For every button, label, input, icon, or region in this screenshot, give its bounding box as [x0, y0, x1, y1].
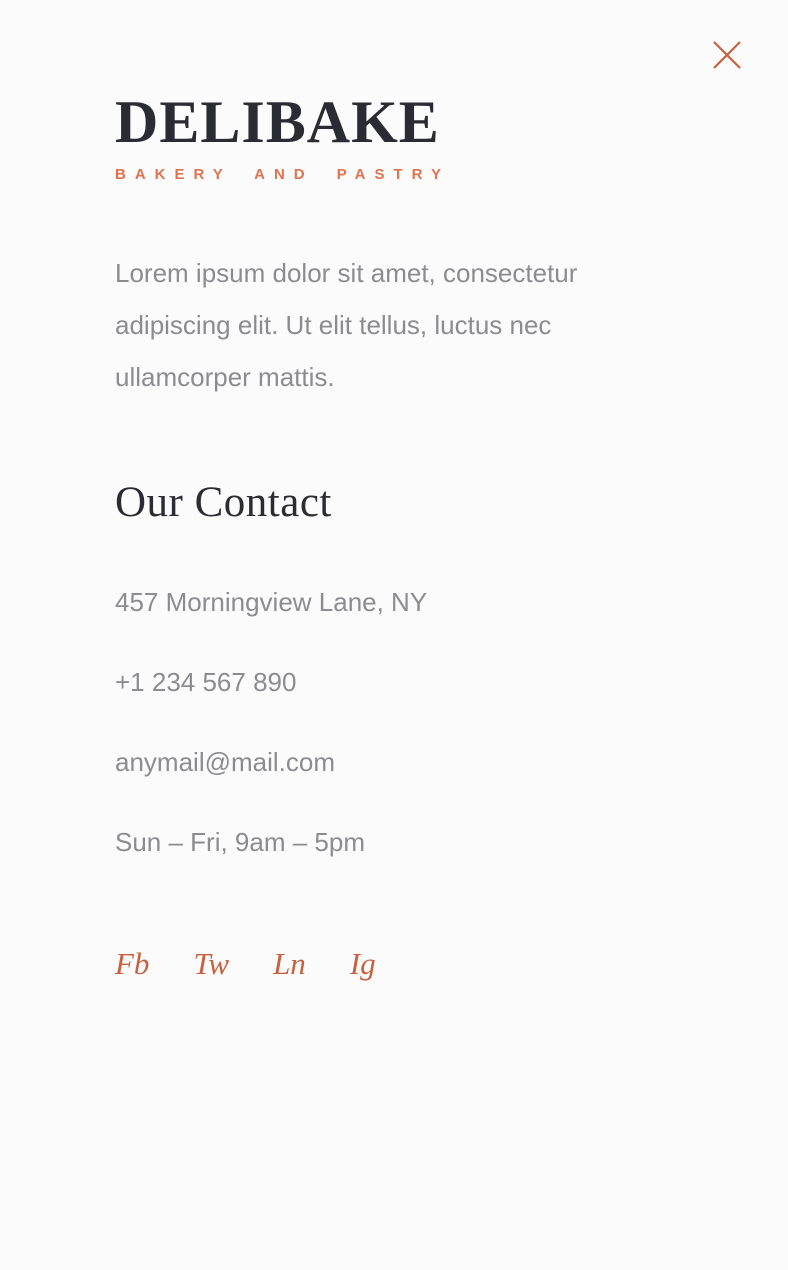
social-link-twitter[interactable]: Tw	[193, 946, 230, 982]
close-icon	[711, 39, 743, 71]
contact-phone: +1 234 567 890	[115, 667, 297, 698]
social-links-row	[115, 946, 708, 982]
brand-tagline: BAKERY AND PASTRY	[115, 166, 450, 183]
brand-name: DELIBAKE	[115, 89, 440, 155]
social-link-linkedin[interactable]: Ln	[273, 946, 306, 982]
intro-paragraph: Lorem ipsum dolor sit amet, consectetur adipiscing elit. Ut elit tellus, luctus nec ullamcorper mattis.	[115, 258, 578, 392]
contact-address: 457 Morningview Lane, NY	[115, 587, 428, 618]
close-button[interactable]	[708, 36, 746, 74]
brand-logo[interactable]	[115, 89, 708, 183]
social-link-facebook[interactable]: Fb	[115, 946, 150, 982]
social-link-instagram[interactable]: Ig	[349, 946, 376, 982]
contact-heading: Our Contact	[115, 479, 332, 526]
contact-email: anymail@mail.com	[115, 747, 335, 778]
contact-hours: Sun – Fri, 9am – 5pm	[115, 827, 365, 858]
contact-list	[115, 588, 708, 856]
